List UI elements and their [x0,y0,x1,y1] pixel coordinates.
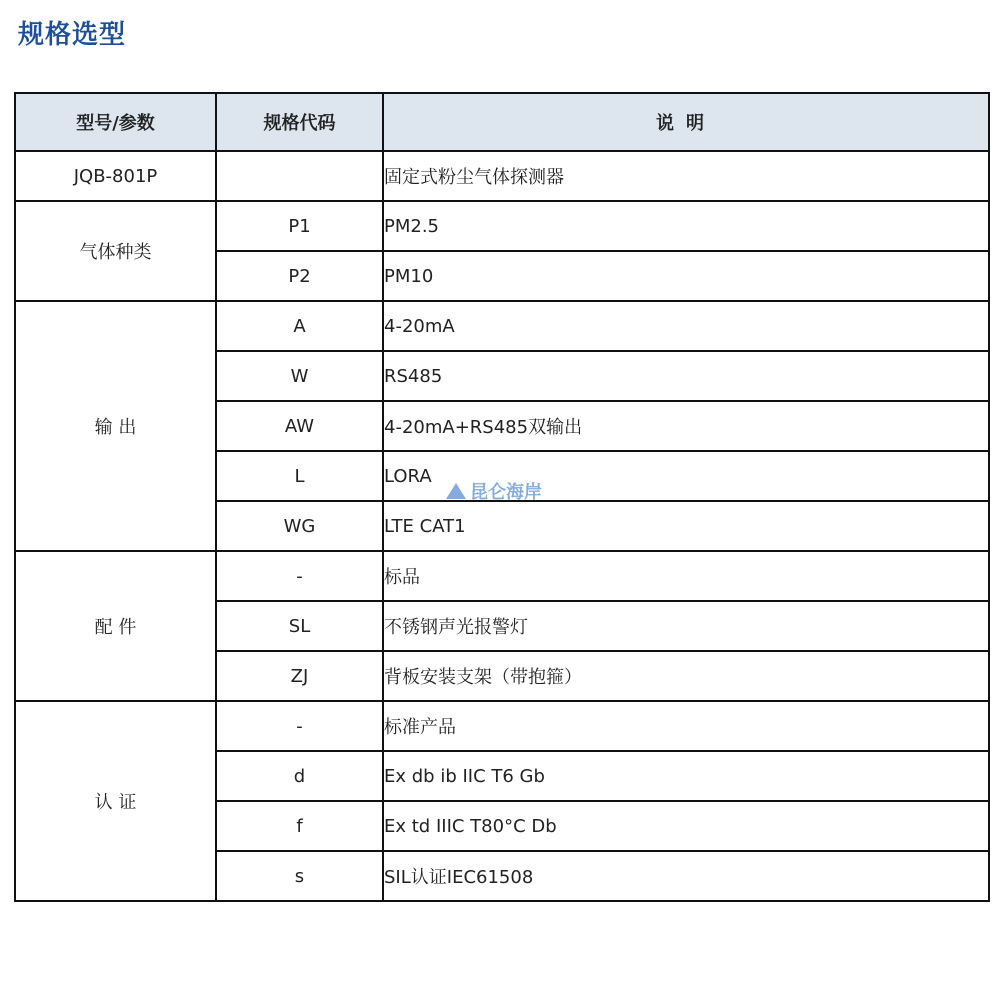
spec-code: WG [216,501,383,551]
model-code [216,151,383,201]
model-desc: 固定式粉尘气体探测器 [383,151,989,201]
table-row [15,201,989,251]
table-row [15,701,989,751]
watermark-text: 昆仑海岸 [470,482,542,503]
spec-code: - [216,701,383,751]
table-header-row [15,93,989,151]
spec-desc: 不锈钢声光报警灯 [383,601,989,651]
spec-desc: LTE CAT1 [383,501,989,551]
spec-desc: 标准产品 [383,701,989,751]
watermark [446,478,542,504]
spec-desc: PM10 [383,251,989,301]
spec-desc: RS485 [383,351,989,401]
group-label-gas: 气体种类 [15,201,216,301]
spec-code: A [216,301,383,351]
spec-desc: 标品 [383,551,989,601]
group-label-cert: 认 证 [15,701,216,901]
group-label-accessory: 配 件 [15,551,216,701]
watermark-logo-icon [446,483,466,499]
header-param: 型号/参数 [15,93,216,151]
table-row [15,151,989,201]
spec-code: SL [216,601,383,651]
spec-code: s [216,851,383,901]
spec-desc: PM2.5 [383,201,989,251]
page-title: 规格选型 [18,20,127,50]
spec-code: d [216,751,383,801]
spec-code: P2 [216,251,383,301]
spec-desc: SIL认证IEC61508 [383,851,989,901]
spec-code: f [216,801,383,851]
spec-code: ZJ [216,651,383,701]
table-row [15,551,989,601]
model-name: JQB-801P [15,151,216,201]
group-label-output: 输 出 [15,301,216,551]
spec-code: - [216,551,383,601]
spec-desc: Ex td IIIC T80°C Db [383,801,989,851]
spec-code: W [216,351,383,401]
spec-desc: 4-20mA+RS485双输出 [383,401,989,451]
table-row [15,301,989,351]
spec-desc: LORA [383,451,989,501]
header-desc: 说明 [383,93,989,151]
spec-code: AW [216,401,383,451]
header-code: 规格代码 [216,93,383,151]
spec-desc: 背板安装支架（带抱箍） [383,651,989,701]
spec-desc: 4-20mA [383,301,989,351]
spec-code: P1 [216,201,383,251]
spec-code: L [216,451,383,501]
spec-desc: Ex db ib IIC T6 Gb [383,751,989,801]
